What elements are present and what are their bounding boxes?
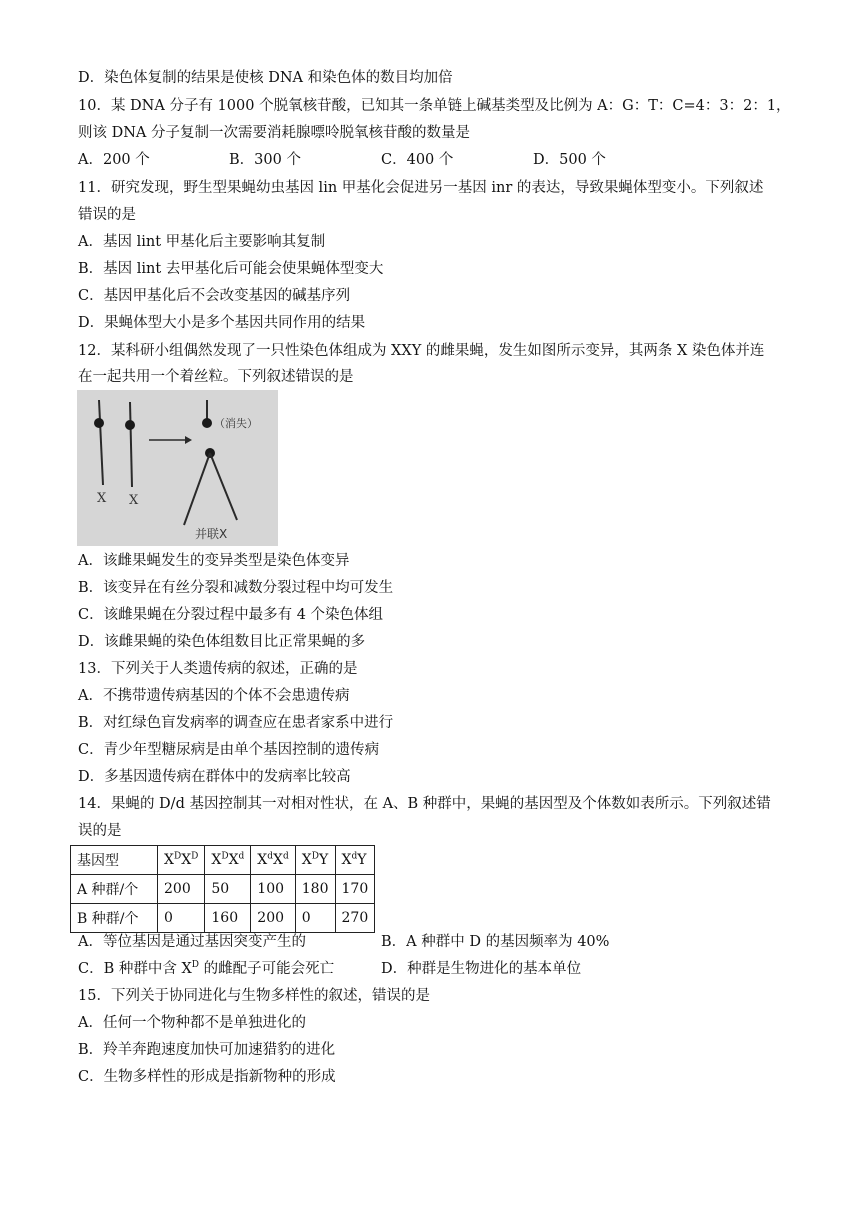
table-header-row (71, 846, 375, 875)
q15-option-b: B．羚羊奔跑速度加快可加速猎豹的进化 (78, 1042, 336, 1058)
q10-option-a: A．200 个 (78, 152, 150, 168)
label-x2: X (129, 493, 139, 508)
label-x1: X (97, 491, 107, 506)
q10-stem-line2: 则该 DNA 分子复制一次需要消耗腺嘌呤脱氧核苷酸的数量是 (78, 125, 471, 141)
table-row (71, 904, 375, 933)
q13-option-c: C．青少年型糖尿病是由单个基因控制的遗传病 (78, 742, 380, 758)
q15-option-a: A．任何一个物种都不是单独进化的 (78, 1015, 306, 1031)
table-row-label: A 种群/个 (71, 875, 158, 904)
table-header-label: 基因型 (71, 846, 158, 875)
chromosome-x1-centromere (94, 418, 104, 428)
q11-option-d: D．果蝇体型大小是多个基因共同作用的结果 (78, 315, 366, 331)
table-cell: 270 (335, 904, 375, 933)
q13-option-b: B．对红绿色盲发病率的调查应在患者家系中进行 (78, 715, 394, 731)
chromosome-x2-centromere (125, 420, 135, 430)
label-fused-x: 并联X (195, 527, 228, 541)
table-cell: 200 (158, 875, 205, 904)
table-header-cell: $X^DX^d$ (205, 846, 251, 875)
q12-option-b: B．该变异在有丝分裂和减数分裂过程中均可发生 (78, 580, 394, 596)
q15-stem: 15．下列关于协同进化与生物多样性的叙述，错误的是 (78, 988, 430, 1004)
q14-option-d: D．种群是生物进化的基本单位 (381, 961, 582, 977)
q12-option-d: D．该雌果蝇的染色体组数目比正常果蝇的多 (78, 634, 366, 650)
q14-option-a: A．等位基因是通过基因突变产生的 (78, 934, 306, 950)
table-cell: 0 (295, 904, 335, 933)
table-cell: 100 (251, 875, 295, 904)
q14-stem-line2: 误的是 (78, 823, 122, 839)
q11-option-c: C．基因甲基化后不会改变基因的碱基序列 (78, 288, 351, 304)
q12-option-c: C．该雌果蝇在分裂过程中最多有 4 个染色体组 (78, 607, 384, 623)
q12-stem-line1: 12．某科研小组偶然发现了一只性染色体组成为 XXY 的雌果蝇，发生如图所示变异，其两条 X 染色体并连 (78, 343, 765, 359)
q14-option-b: B．A 种群中 D 的基因频率为 40% (381, 934, 610, 950)
table-cell: 0 (158, 904, 205, 933)
table-header-cell: $X^dY$ (335, 846, 375, 875)
arrow-head (185, 436, 192, 444)
q14-option-c: C．B 种群中含 $X^D$ 的雌配子可能会死亡 (78, 960, 335, 977)
q13-option-a: A．不携带遗传病基因的个体不会患遗传病 (78, 688, 350, 704)
table-header-cell: $X^DY$ (295, 846, 335, 875)
chromosome-figure (77, 390, 278, 546)
q10-option-b: B．300 个 (229, 152, 301, 168)
q11-stem-line2: 错误的是 (78, 207, 136, 223)
fused-arm-left (184, 453, 210, 525)
q12-option-a: A．该雌果蝇发生的变异类型是染色体变异 (78, 553, 350, 569)
table-row (71, 875, 375, 904)
table-cell: 50 (205, 875, 251, 904)
q11-option-b: B．基因 lint 去甲基化后可能会使果蝇体型变大 (78, 261, 384, 277)
q13-option-d: D．多基因遗传病在群体中的发病率比较高 (78, 769, 351, 785)
table-header-cell: $X^DX^D$ (158, 846, 205, 875)
table-cell: 160 (205, 904, 251, 933)
label-disappear: （消失） (214, 417, 258, 430)
table-header-cell: $X^dX^d$ (251, 846, 295, 875)
table-cell: 170 (335, 875, 375, 904)
q10-option-d: D．500 个 (533, 152, 606, 168)
q14-stem-line1: 14．果蝇的 D/d 基因控制其一对相对性状，在 A、B 种群中，果蝇的基因型及个体数如表所示。下列叙述错 (78, 796, 771, 812)
q9-option-d: D．染色体复制的结果是使核 DNA 和染色体的数目均加倍 (78, 70, 453, 86)
q12-stem-line2: 在一起共用一个着丝粒。下列叙述错误的是 (78, 369, 354, 385)
table-cell: 180 (295, 875, 335, 904)
q10-option-c: C．400 个 (381, 152, 454, 168)
chromosome-x1-line (99, 400, 103, 485)
chromosome-diagram (77, 390, 278, 546)
fused-arm-right (210, 453, 237, 520)
table-cell: 200 (251, 904, 295, 933)
genotype-table (70, 845, 375, 933)
q11-option-a: A．基因 lint 甲基化后主要影响其复制 (78, 234, 326, 250)
q15-option-c: C．生物多样性的形成是指新物种的形成 (78, 1069, 336, 1085)
chromosome-x2-line (130, 402, 132, 487)
q13-stem: 13．下列关于人类遗传病的叙述，正确的是 (78, 661, 358, 677)
q10-stem-line1: 10．某 DNA 分子有 1000 个脱氧核苷酸，已知其一条单链上碱基类型及比例为 A：G：T：C=4：3：2：1， (78, 98, 791, 114)
q11-stem-line1: 11．研究发现，野生型果蝇幼虫基因 lin 甲基化会促进另一基因 inr 的表达，导致果蝇体型变小。下列叙述 (78, 180, 764, 196)
table-row-label: B 种群/个 (71, 904, 158, 933)
lost-centromere (202, 418, 212, 428)
